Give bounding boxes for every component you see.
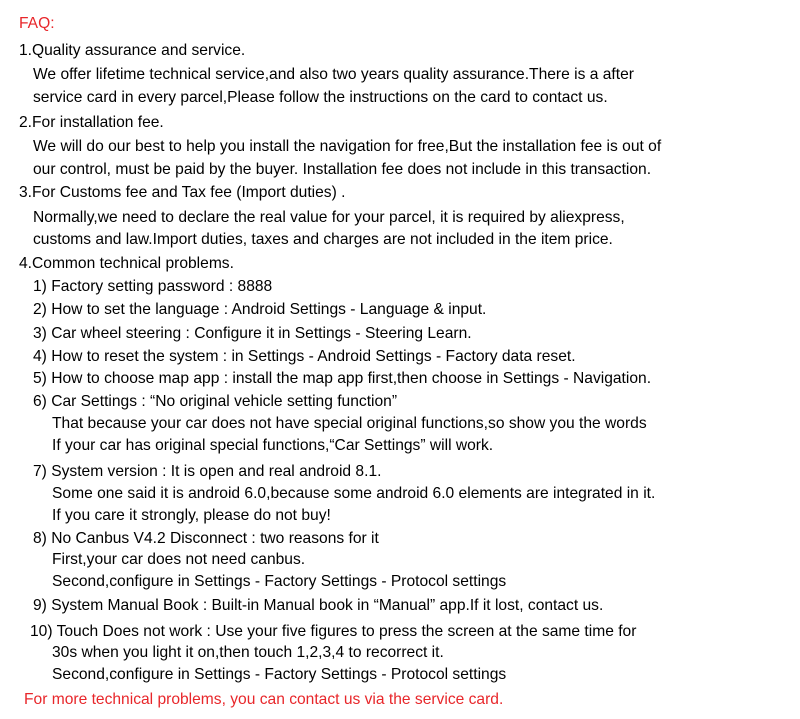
section-2-line-1: We will do our best to help you install the navigation for free,But the installation fee is out of bbox=[33, 138, 662, 155]
problem-9-line-1: 9) System Manual Book : Built-in Manual book in “Manual” app.If it lost, contact us. bbox=[33, 597, 604, 614]
problem-2-line-1: 2) How to set the language : Android Settings - Language & input. bbox=[33, 301, 487, 318]
problem-6-line-2: That because your car does not have special original functions,so show you the words bbox=[52, 415, 647, 432]
section-3-line-1: Normally,we need to declare the real value for your parcel, it is required by aliexpress, bbox=[33, 209, 625, 226]
section-4-heading: 4.Common technical problems. bbox=[19, 255, 234, 272]
faq-title: FAQ: bbox=[19, 15, 55, 32]
problem-1-line-1: 1) Factory setting password : 8888 bbox=[33, 278, 273, 295]
problem-8-line-2: First,your car does not need canbus. bbox=[52, 551, 306, 568]
problem-10-line-2: 30s when you light it on,then touch 1,2,3,4 to recorrect it. bbox=[52, 644, 444, 661]
problem-7-line-1: 7) System version : It is open and real android 8.1. bbox=[33, 463, 382, 480]
section-3-heading: 3.For Customs fee and Tax fee (Import duties) . bbox=[19, 184, 346, 201]
problem-8-line-3: Second,configure in Settings - Factory Settings - Protocol settings bbox=[52, 573, 507, 590]
problem-6-line-3: If your car has original special functions,“Car Settings” will work. bbox=[52, 437, 494, 454]
section-2-heading: 2.For installation fee. bbox=[19, 114, 164, 131]
footer-note: For more technical problems, you can contact us via the service card. bbox=[24, 691, 504, 708]
problem-7-line-2: Some one said it is android 6.0,because some android 6.0 elements are integrated in it. bbox=[52, 485, 656, 502]
section-1-line-2: service card in every parcel,Please follow the instructions on the card to contact us. bbox=[33, 89, 608, 106]
problem-8-line-1: 8) No Canbus V4.2 Disconnect : two reasons for it bbox=[33, 530, 379, 547]
problem-10-line-3: Second,configure in Settings - Factory Settings - Protocol settings bbox=[52, 666, 507, 683]
section-1-heading: 1.Quality assurance and service. bbox=[19, 42, 246, 59]
problem-10-line-1: 10) Touch Does not work : Use your five figures to press the screen at the same time for bbox=[30, 623, 637, 640]
problem-6-line-1: 6) Car Settings : “No original vehicle setting function” bbox=[33, 393, 398, 410]
section-1-line-1: We offer lifetime technical service,and also two years quality assurance.There is a after bbox=[33, 66, 634, 83]
section-2-line-2: our control, must be paid by the buyer. Installation fee does not include in this transaction. bbox=[33, 161, 652, 178]
problem-7-line-3: If you care it strongly, please do not buy! bbox=[52, 507, 331, 524]
problem-3-line-1: 3) Car wheel steering : Configure it in Settings - Steering Learn. bbox=[33, 325, 472, 342]
section-3-line-2: customs and law.Import duties, taxes and charges are not included in the item price. bbox=[33, 231, 613, 248]
problem-4-line-1: 4) How to reset the system : in Settings - Android Settings - Factory data reset. bbox=[33, 348, 576, 365]
problem-5-line-1: 5) How to choose map app : install the map app first,then choose in Settings - Navigation. bbox=[33, 370, 652, 387]
